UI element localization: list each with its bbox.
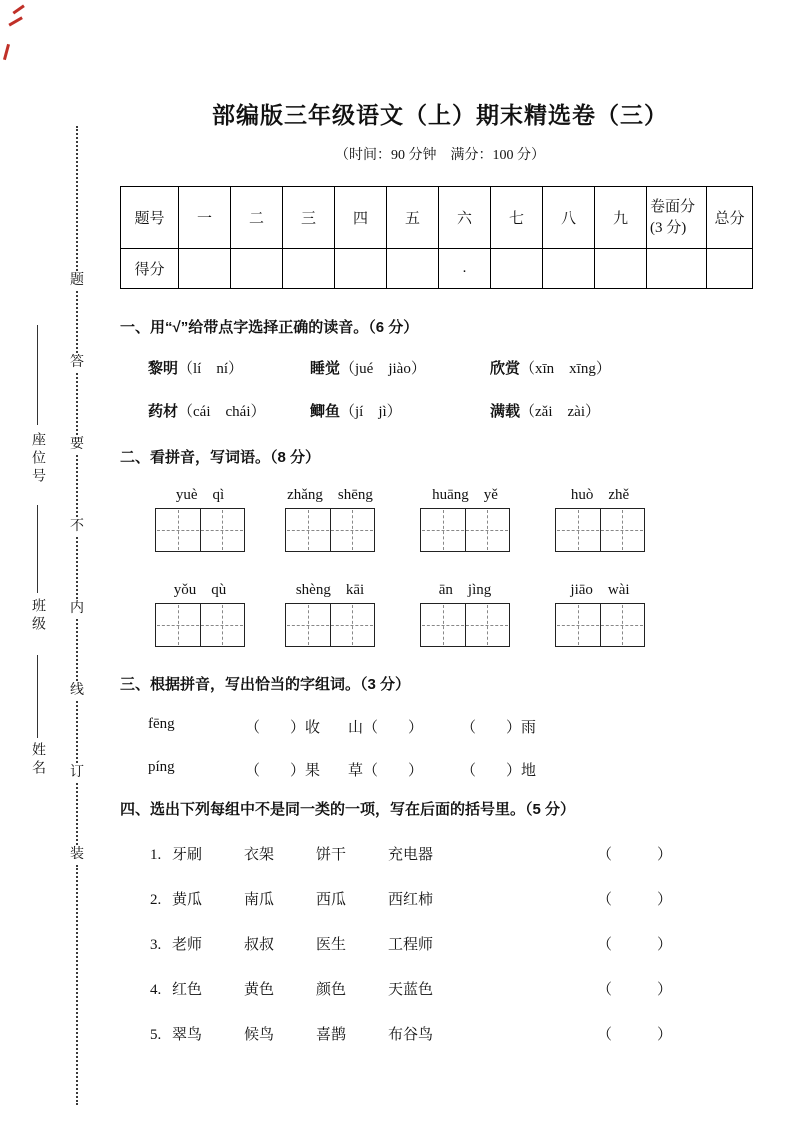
- item-number: 4.: [150, 982, 162, 998]
- section-2-row: [120, 483, 760, 552]
- score-table-header-cell: 九: [595, 187, 647, 249]
- pinyin-label: yǒu qù: [173, 582, 227, 598]
- classification-item: [120, 888, 760, 909]
- candidate-word: 黄瓜: [172, 892, 203, 908]
- writing-grid: [555, 603, 645, 647]
- writing-cell: [556, 604, 601, 646]
- score-cell: [647, 249, 707, 289]
- target-word: 欣赏: [490, 361, 521, 377]
- answer-paren: （ ）: [596, 1027, 672, 1043]
- classification-item: [120, 933, 760, 954]
- word-writing-group: [555, 483, 645, 552]
- score-table-header-cell: 六: [439, 187, 491, 249]
- pinyin-options: （lí ní）: [178, 361, 244, 377]
- pinyin-label: huāng yě: [432, 487, 498, 503]
- score-table-header-cell: 二: [231, 187, 283, 249]
- candidate-word: 布谷鸟: [388, 1027, 434, 1043]
- candidate-word: 红色: [172, 982, 203, 998]
- score-table-header-cell: 三: [283, 187, 335, 249]
- writing-cell: [331, 509, 375, 551]
- name-label: 姓名: [30, 742, 45, 778]
- name-blank: [37, 655, 38, 738]
- seat-number-blank: [37, 325, 38, 425]
- writing-cell: [156, 604, 201, 646]
- pinyin-label: ān jìng: [438, 582, 492, 598]
- word-writing-group: [420, 578, 510, 647]
- exam-content: [120, 0, 760, 1044]
- section-2-heading: 二、看拼音，写词语。（8 分）: [120, 449, 321, 466]
- writing-cell: [601, 604, 645, 646]
- page-title: 部编版三年级语文（上）期末精选卷（三）: [212, 103, 668, 128]
- score-table-header-cell: 七: [491, 187, 543, 249]
- score-cell: [335, 249, 387, 289]
- binding-char: 内: [70, 601, 84, 616]
- writing-grid: [155, 508, 245, 552]
- writing-cell: [556, 509, 601, 551]
- score-table-header-cell: 五: [387, 187, 439, 249]
- pronunciation-item: [310, 357, 490, 378]
- pronunciation-item: [148, 357, 310, 378]
- item-number: 5.: [150, 1027, 162, 1043]
- pinyin-label: shèng kāi: [295, 582, 365, 598]
- binding-char: 题: [70, 273, 84, 288]
- writing-cell: [156, 509, 201, 551]
- score-cell: [707, 249, 753, 289]
- item-number: 1.: [150, 847, 162, 863]
- candidate-word: 充电器: [388, 847, 434, 863]
- score-cell: .: [439, 249, 491, 289]
- word-writing-group: [155, 578, 245, 647]
- classification-item: [120, 978, 760, 999]
- target-word: 黎明: [148, 361, 179, 377]
- word-writing-group: [555, 578, 645, 647]
- section-1-row: [120, 400, 760, 421]
- candidate-word: 南瓜: [244, 892, 275, 908]
- writing-cell: [286, 509, 331, 551]
- answer-paren: （ ）: [596, 847, 672, 863]
- pinyin-options: （xīn xīng）: [520, 361, 611, 377]
- target-word: 鲫鱼: [310, 404, 341, 420]
- pinyin-label: píng: [148, 759, 175, 775]
- score-cell: [543, 249, 595, 289]
- paper-score-line1: 卷面分: [650, 199, 696, 216]
- dotted-line-segment: [76, 619, 78, 681]
- item-number: 2.: [150, 892, 162, 908]
- dotted-line-segment: [76, 126, 78, 271]
- dotted-line-segment: [76, 537, 78, 599]
- score-row-label: 得分: [121, 249, 179, 289]
- dotted-line-segment: [76, 865, 78, 1105]
- answer-blank: （ ）收: [245, 720, 321, 736]
- binding-line: [69, 126, 85, 1105]
- score-table-header-cell: 总分: [707, 187, 753, 249]
- binding-char: 线: [70, 683, 84, 698]
- candidate-word: 老师: [172, 937, 203, 953]
- writing-cell: [601, 509, 645, 551]
- candidate-word: 西红柿: [388, 892, 434, 908]
- answer-blank: （ ）果: [245, 763, 321, 779]
- item-number: 3.: [150, 937, 162, 953]
- candidate-word: 衣架: [244, 847, 275, 863]
- writing-grid: [420, 603, 510, 647]
- candidate-word: 工程师: [388, 937, 434, 953]
- class-blank: [37, 505, 38, 593]
- pronunciation-item: [490, 400, 600, 421]
- dotted-line-segment: [76, 291, 78, 353]
- candidate-word: 翠鸟: [172, 1027, 203, 1043]
- section-1-heading: 一、用“√”给带点字选择正确的读音。（6 分）: [120, 319, 419, 336]
- class-label: 班级: [30, 598, 45, 634]
- word-writing-group: [420, 483, 510, 552]
- score-cell: [283, 249, 335, 289]
- pinyin-label: zhǎng shēng: [287, 487, 373, 503]
- section-3-row: [120, 716, 760, 737]
- classification-item: [120, 1023, 760, 1044]
- red-pen-mark: [12, 4, 24, 14]
- candidate-word: 颜色: [316, 982, 347, 998]
- writing-cell: [201, 509, 245, 551]
- section-3-heading: 三、根据拼音，写出恰当的字组词。（3 分）: [120, 676, 411, 693]
- writing-cell: [286, 604, 331, 646]
- section-3-row: [120, 759, 760, 780]
- writing-cell: [466, 509, 510, 551]
- candidate-word: 喜鹊: [316, 1027, 347, 1043]
- target-word: 睡觉: [310, 361, 341, 377]
- candidate-word: 医生: [316, 937, 347, 953]
- binding-char: 要: [70, 437, 84, 452]
- section-1-row: [120, 357, 760, 378]
- score-cell: [231, 249, 283, 289]
- score-table-header-cell: 题号: [121, 187, 179, 249]
- score-table-header-cell: 一: [179, 187, 231, 249]
- answer-paren: （ ）: [596, 937, 672, 953]
- red-pen-mark: [3, 44, 10, 60]
- candidate-word: 牙刷: [172, 847, 203, 863]
- binding-char: 不: [70, 519, 84, 534]
- classification-item: [120, 843, 760, 864]
- target-word: 满载: [490, 404, 521, 420]
- writing-cell: [331, 604, 375, 646]
- exam-subtitle: （时间：90 分钟 满分：100 分）: [335, 148, 545, 163]
- candidate-word: 天蓝色: [388, 982, 434, 998]
- pinyin-options: （zǎi zài）: [520, 404, 600, 420]
- paper-score-line2: (3 分): [650, 219, 687, 236]
- answer-blank: 草（ ）: [348, 763, 424, 779]
- seat-number-label: 座位号: [30, 432, 45, 486]
- candidate-word: 黄色: [244, 982, 275, 998]
- score-cell: [491, 249, 543, 289]
- pinyin-options: （jué jiào）: [340, 361, 426, 377]
- pronunciation-item: [310, 400, 490, 421]
- writing-grid: [155, 603, 245, 647]
- writing-grid: [285, 603, 375, 647]
- pinyin-label: fēng: [148, 716, 175, 732]
- pinyin-options: （jí jì）: [340, 404, 402, 420]
- score-table-paper-score-cell: [647, 187, 707, 249]
- pronunciation-item: [148, 400, 310, 421]
- word-writing-group: [155, 483, 245, 552]
- score-table-header-cell: 四: [335, 187, 387, 249]
- answer-paren: （ ）: [596, 892, 672, 908]
- word-writing-group: [285, 578, 375, 647]
- answer-blank: （ ）雨: [461, 720, 537, 736]
- dotted-line-segment: [76, 373, 78, 435]
- section-4-heading: 四、选出下列每组中不是同一类的一项，写在后面的括号里。（5 分）: [120, 801, 576, 818]
- writing-cell: [466, 604, 510, 646]
- candidate-word: 候鸟: [244, 1027, 275, 1043]
- pronunciation-item: [490, 357, 611, 378]
- candidate-word: 西瓜: [316, 892, 347, 908]
- dotted-line-segment: [76, 701, 78, 763]
- writing-cell: [421, 509, 466, 551]
- binding-char: 装: [70, 847, 84, 862]
- pinyin-label: huò zhě: [570, 487, 630, 503]
- writing-grid: [555, 508, 645, 552]
- score-cell: [179, 249, 231, 289]
- binding-char: 订: [70, 765, 84, 780]
- word-writing-group: [285, 483, 375, 552]
- score-cell: [387, 249, 439, 289]
- answer-blank: 山（ ）: [348, 720, 424, 736]
- writing-grid: [420, 508, 510, 552]
- target-word: 药材: [148, 404, 179, 420]
- dotted-line-segment: [76, 455, 78, 517]
- red-pen-mark: [8, 16, 22, 26]
- answer-blank: （ ）地: [461, 763, 537, 779]
- writing-grid: [285, 508, 375, 552]
- section-2-row: [120, 578, 760, 647]
- writing-cell: [421, 604, 466, 646]
- pinyin-label: jiāo wài: [570, 582, 630, 598]
- score-cell: [595, 249, 647, 289]
- candidate-word: 饼干: [316, 847, 347, 863]
- candidate-word: 叔叔: [244, 937, 275, 953]
- pinyin-label: yuè qì: [175, 487, 225, 503]
- dotted-line-segment: [76, 783, 78, 845]
- score-table-header-cell: 八: [543, 187, 595, 249]
- score-table: [120, 186, 753, 289]
- pinyin-options: （cái chái）: [178, 404, 266, 420]
- binding-char: 答: [70, 355, 84, 370]
- answer-paren: （ ）: [596, 982, 672, 998]
- writing-cell: [201, 604, 245, 646]
